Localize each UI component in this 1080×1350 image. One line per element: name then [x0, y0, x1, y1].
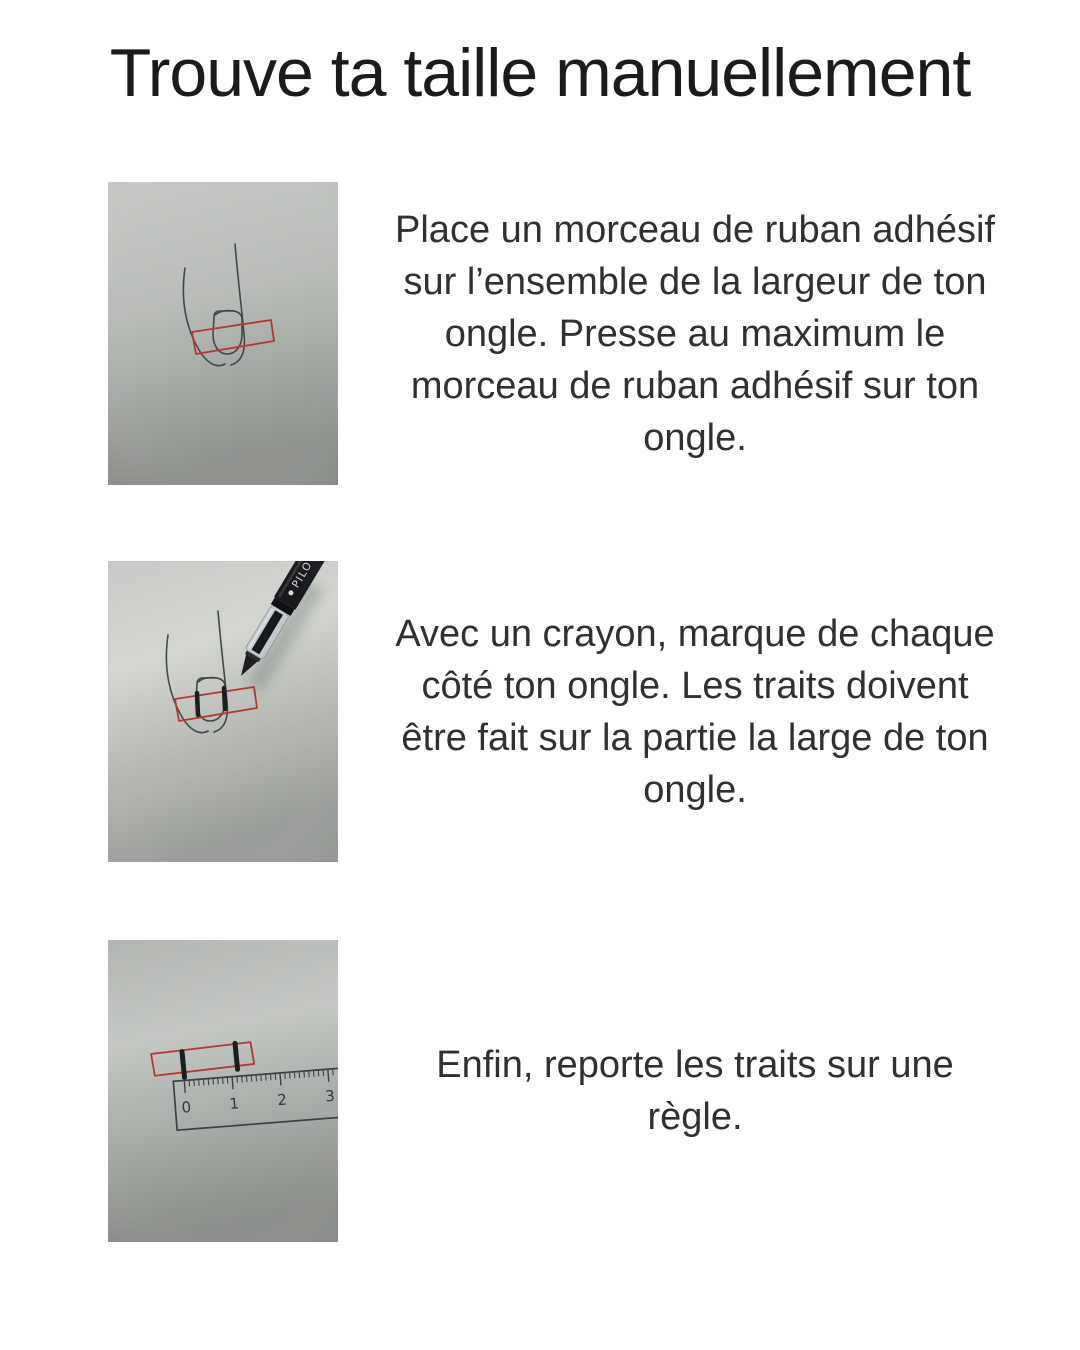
text-line: ongle. — [643, 768, 747, 811]
vignette-overlay — [108, 182, 338, 485]
instruction-paragraph-1 — [395, 204, 995, 464]
page-title: Trouve ta taille manuellement — [109, 35, 971, 111]
step-row-2 — [0, 561, 1080, 862]
text-line: Enfin, reporte les traits sur une — [436, 1044, 954, 1087]
text-line: Place un morceau de ruban adhésif — [395, 208, 995, 251]
text-line: règle. — [647, 1096, 743, 1139]
text-line: sur l’ensemble de la largeur de ton — [403, 260, 987, 303]
text-line: ongle. — [643, 416, 747, 459]
step-row-3 — [0, 940, 1080, 1242]
instruction-paragraph-2 — [395, 608, 994, 816]
vignette-overlay — [108, 561, 338, 862]
step-text-1 — [338, 182, 1080, 485]
step-photo-1 — [108, 182, 338, 485]
step-photo-3 — [108, 940, 338, 1242]
text-line: être fait sur la partie la large de ton — [401, 716, 989, 759]
step-text-2 — [338, 561, 1080, 862]
step-photo-2 — [108, 561, 338, 862]
text-line: ongle. Presse au maximum le — [444, 312, 946, 355]
text-line: Avec un crayon, marque de chaque — [395, 612, 995, 655]
illustration-ruler-measure — [108, 940, 338, 1242]
illustration-pen-marking — [108, 561, 338, 862]
illustration-tape-on-nail — [108, 182, 338, 485]
step-text-3 — [338, 940, 1080, 1242]
text-line: morceau de ruban adhésif sur ton — [410, 364, 980, 407]
instruction-paragraph-3 — [436, 1039, 953, 1143]
step-row-1 — [0, 182, 1080, 485]
text-line: côté ton ongle. Les traits doivent — [421, 664, 969, 707]
vignette-overlay — [108, 940, 338, 1242]
